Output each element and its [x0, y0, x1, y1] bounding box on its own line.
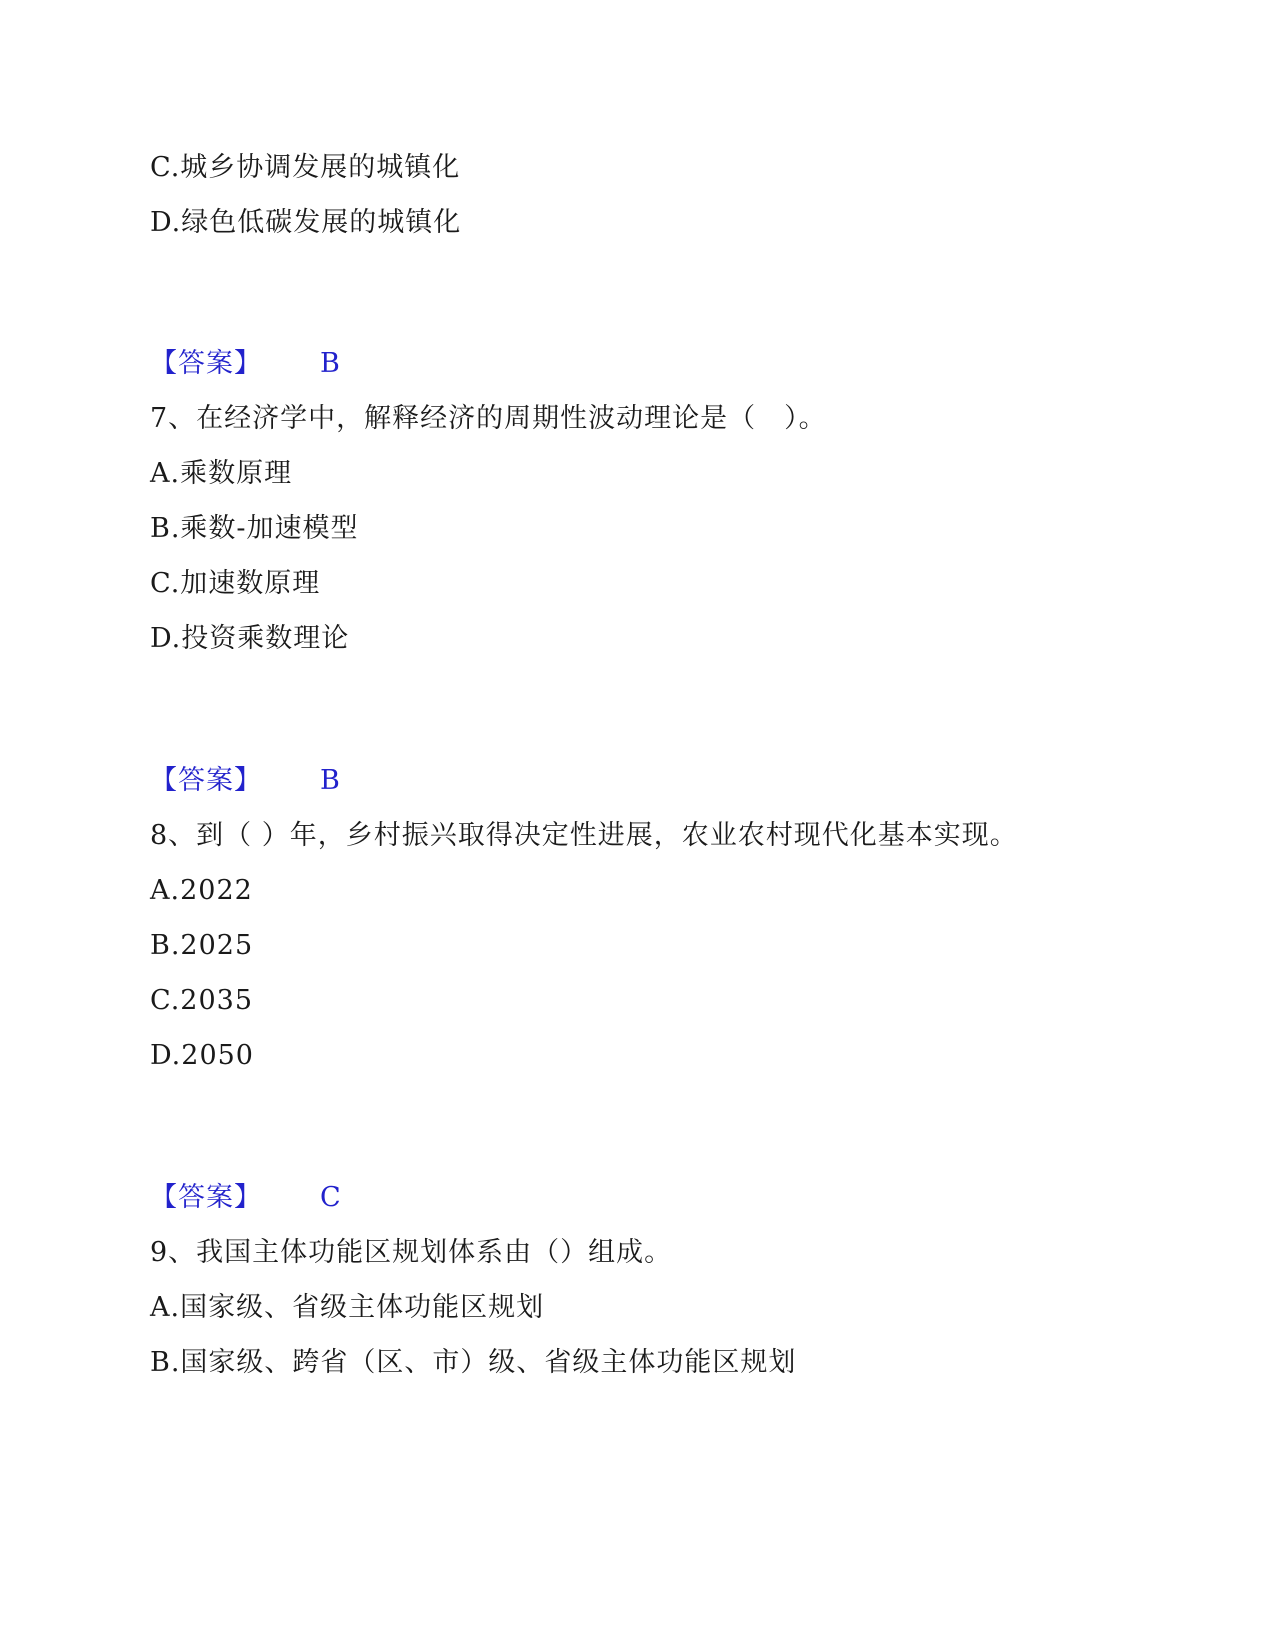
answer-value: B: [320, 348, 341, 379]
q7-question: 7、在经济学中，解释经济的周期性波动理论是（ ）。: [150, 403, 827, 434]
q7-option-a: A.乘数原理: [150, 458, 293, 489]
q8-option-d: D.2050: [150, 1040, 254, 1071]
q7-option-c: C.加速数原理: [150, 568, 321, 599]
q9-option-b: B.国家级、跨省（区、市）级、省级主体功能区规划: [150, 1347, 797, 1378]
q7-option-b: B.乘数-加速模型: [150, 513, 359, 544]
q8-question: 8、到（ ）年，乡村振兴取得决定性进展，农业农村现代化基本实现。: [150, 820, 1018, 851]
q7-option-d: D.投资乘数理论: [150, 623, 350, 654]
answer-label: 【答案】: [150, 348, 262, 379]
q9-option-a: A.国家级、省级主体功能区规划: [150, 1292, 545, 1323]
answer-label: 【答案】: [150, 765, 262, 796]
q9-question: 9、我国主体功能区规划体系由（）组成。: [150, 1237, 673, 1268]
q8-answer: [150, 1180, 342, 1216]
q8-option-a: A.2022: [150, 875, 253, 906]
answer-label: 【答案】: [150, 1182, 262, 1213]
q8-option-b: B.2025: [150, 930, 254, 961]
q6-option-d: D.绿色低碳发展的城镇化: [150, 207, 462, 238]
q7-answer: [150, 763, 341, 799]
q6-option-c: C.城乡协调发展的城镇化: [150, 152, 461, 183]
answer-value: B: [320, 765, 341, 796]
q6-answer: [150, 346, 341, 382]
q8-option-c: C.2035: [150, 985, 253, 1016]
answer-value: C: [320, 1182, 342, 1213]
